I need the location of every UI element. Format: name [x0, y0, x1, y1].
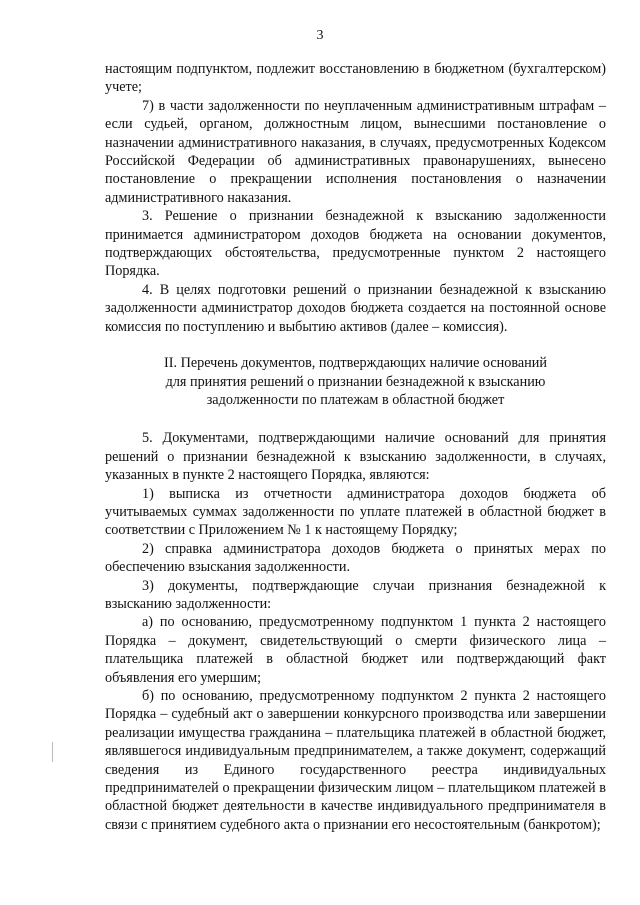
paragraph-5: 5. Документами, подтверждающими наличие оснований для принятия решений о признании безнадежной к взысканию задолженности, в случаях, указанных в пункте 2 настоящего Порядка, являются:: [105, 430, 606, 484]
list-item-a: а) по основанию, предусмотренному подпунктом 1 пункта 2 настоящего Порядка – документ, свидетельствующий о смерти физического лица – плательщика платежей в областной бюджет или подтверждающий факт объявления его умершим;: [105, 614, 606, 686]
section-heading-line: задолженности по платежам в областной бюджет: [206, 391, 505, 408]
document-body: [105, 60, 606, 834]
section-heading: [105, 354, 606, 409]
paragraph-item-7: 7) в части задолженности по неуплаченным административным штрафам – если судьей, органом, должностным лицом, вынесшими постановление о назначении административного наказания, в случаях, предусмотренных Кодексом Российской Федерации об административных правонарушениях, вынесено постановление о прекращении исполнения постановления о назначении административного наказания.: [105, 97, 606, 206]
section-heading-line: для принятия решений о признании безнадежной к взысканию: [165, 373, 546, 390]
page-number: 3: [316, 28, 324, 43]
paragraph-continuation: настоящим подпунктом, подлежит восстановлению в бюджетном (бухгалтерском) учете;: [105, 61, 606, 96]
margin-mark: [52, 742, 53, 762]
paragraph-4: 4. В целях подготовки решений о признании безнадежной к взысканию задолженности администратор доходов бюджета создается на постоянной основе комиссия по поступлению и выбытию активов (далее – комиссия).: [105, 281, 606, 335]
section-heading-line: II. Перечень документов, подтверждающих наличие оснований: [164, 355, 547, 372]
list-item-2: 2) справка администратора доходов бюджета о принятых мерах по обеспечению взыскания задолженности.: [105, 540, 606, 576]
list-item-1: 1) выписка из отчетности администратора доходов бюджета об учитываемых суммах задолженности по уплате платежей в областной бюджет в соответствии с Приложением № 1 к настоящему Порядку;: [105, 485, 606, 539]
list-item-b: б) по основанию, предусмотренному подпунктом 2 пункта 2 настоящего Порядка – судебный акт о завершении конкурсного производства или завершении реализации имущества гражданина – плательщика платежей в областной бюджет, являвшегося индивидуальным предпринимателем, а также документ, содержащий сведения из Единого государственного реестра индивидуальных предпринимателей о прекращении физическим лицом – плательщиком платежей в областной бюджет деятельности в качестве индивидуального предпринимателя в связи с принятием судебного акта о признании его несостоятельным (банкротом);: [105, 688, 606, 833]
paragraph-3: 3. Решение о признании безнадежной к взысканию задолженности принимается администратором доходов бюджета на основании документов, подтверждающих обстоятельства, предусмотренные пунктом 2 настоящего Порядка.: [105, 208, 606, 280]
list-item-3: 3) документы, подтверждающие случаи признания безнадежной к взысканию задолженности:: [105, 577, 606, 612]
